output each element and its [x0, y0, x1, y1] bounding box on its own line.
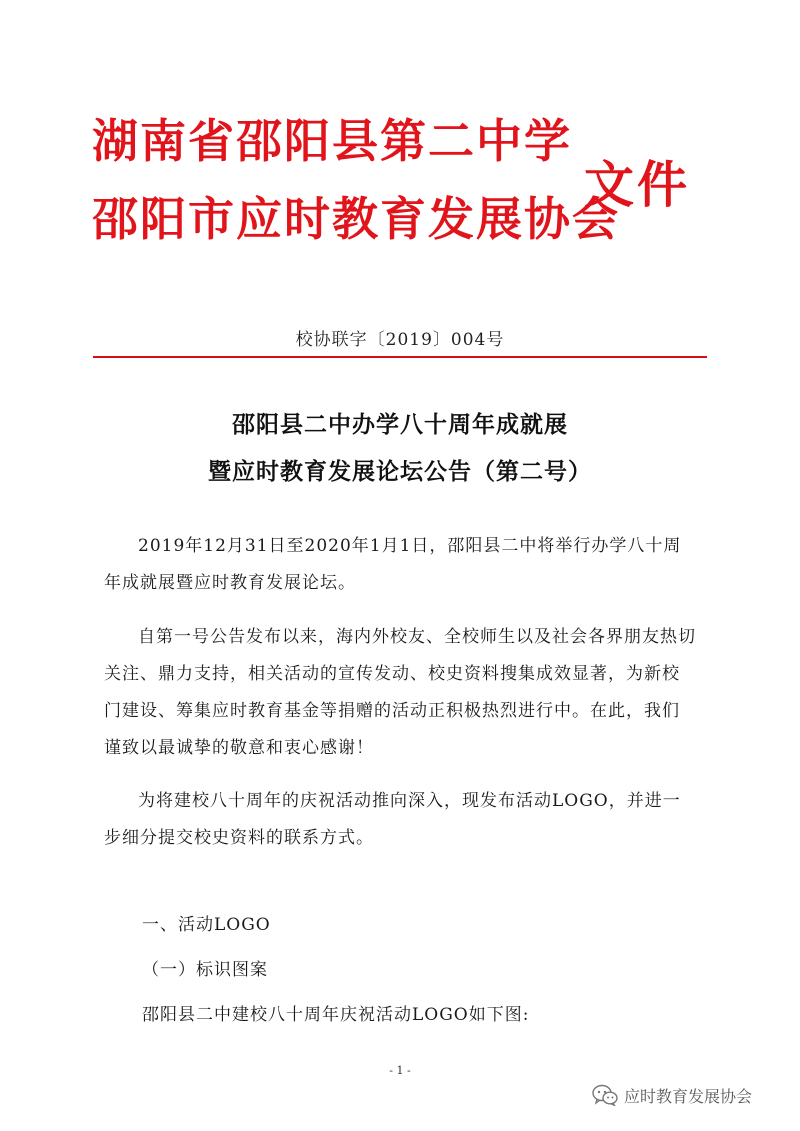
body-paragraph-1: 2019年12月31日至2020年1月1日，邵阳县二中将举行办学八十周年成就展暨应时教育发展论坛。 — [104, 536, 682, 593]
logo-intro-text: 邵阳县二中建校八十周年庆祝活动LOGO如下图: — [142, 1005, 530, 1025]
document-type-label: 文件 — [584, 156, 690, 214]
source-watermark — [592, 1080, 752, 1110]
body-paragraph-3: 为将建校八十周年的庆祝活动推向深入，现发布活动LOGO，并进一步细分提交校史资料的联系方式。 — [104, 791, 681, 848]
wechat-icon — [592, 1084, 618, 1106]
page-number: - 1 - — [389, 1064, 411, 1077]
red-divider-line — [93, 356, 707, 358]
document-title-line-1: 邵阳县二中办学八十周年成就展 — [232, 412, 568, 438]
document-number: 校协联字〔2019〕004号 — [295, 330, 505, 350]
document-title-line-2: 暨应时教育发展论坛公告（第二号） — [208, 459, 592, 485]
issuer-name-school: 湖南省邵阳县第二中学 — [92, 114, 572, 168]
body-paragraph-2: 自第一号公告发布以来，海内外校友、全校师生以及社会各界朋友热切关注、鼎力支持，相关活动的宣传发动、校史资料搜集成效显著，为新校门建设、筹集应时教育基金等捐赠的活动正积极热烈进行中。在此，我们谨致以最诚挚的敬意和衷心感谢！ — [104, 627, 696, 758]
subsection-heading: （一）标识图案 — [142, 960, 268, 980]
watermark-text: 应时教育发展协会 — [624, 1086, 753, 1106]
issuer-name-association: 邵阳市应时教育发展协会 — [92, 192, 620, 246]
section-heading: 一、活动LOGO — [142, 915, 271, 935]
